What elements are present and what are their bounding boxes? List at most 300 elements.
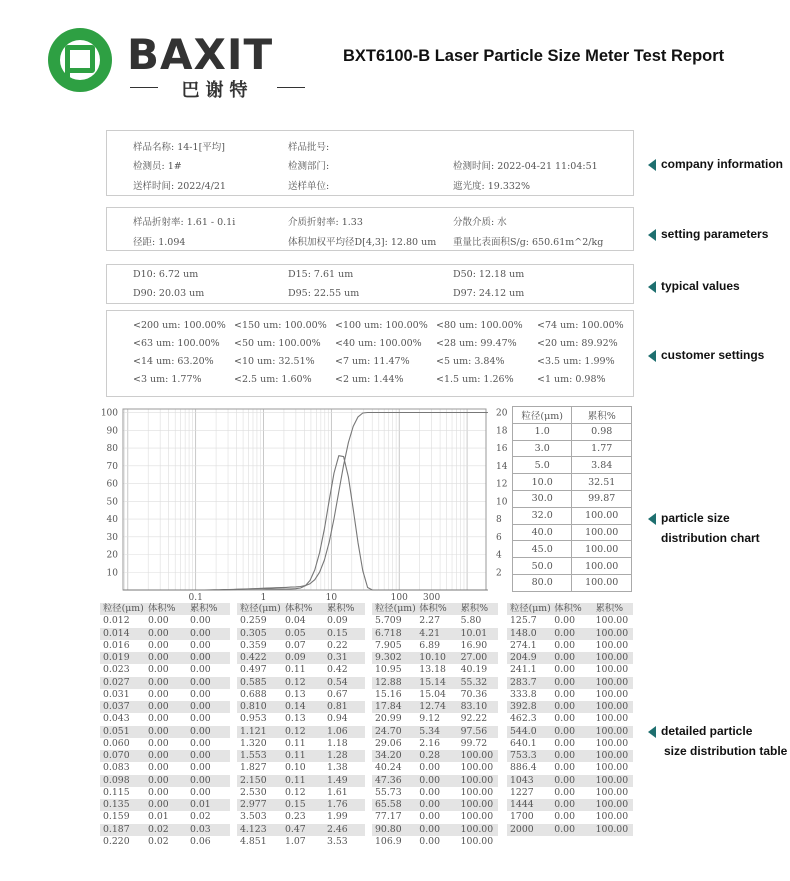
table-row	[507, 713, 633, 725]
d10: D10: 6.72 um	[133, 269, 199, 280]
cell: 47.36	[375, 774, 402, 786]
sample-ri: 样品折射率: 1.61 - 0.1i	[133, 217, 236, 228]
cell: 0.497	[240, 664, 267, 676]
cell: 0.13	[285, 713, 306, 725]
table-block	[100, 603, 230, 848]
cell: 55.32	[460, 676, 488, 688]
cell: 0.00	[419, 823, 440, 835]
annotation-table	[648, 724, 752, 738]
table-row	[100, 664, 230, 676]
cell: 0.051	[103, 725, 130, 737]
cell: 0.00	[419, 786, 440, 798]
cell: 5.0	[513, 457, 572, 474]
cell: 392.8	[510, 701, 537, 712]
table-row	[100, 836, 230, 848]
table-row	[100, 762, 230, 774]
medium-ri: 介质折射率: 1.33	[288, 217, 363, 228]
table-block	[507, 603, 633, 836]
cell: 34.20	[375, 750, 402, 761]
cell: 0.67	[327, 688, 348, 700]
pointer-icon	[648, 513, 656, 525]
cell: 100.00	[595, 664, 629, 676]
cell: 0.00	[148, 750, 169, 761]
table-row	[237, 762, 365, 774]
y-right-tick-label: 4	[496, 550, 502, 561]
cell: 0.23	[285, 811, 306, 823]
cell: 0.42	[327, 664, 348, 676]
cell: 0.00	[190, 652, 211, 663]
cell: 77.17	[375, 811, 402, 823]
table-row	[237, 836, 365, 848]
pointer-icon	[648, 159, 656, 171]
cell: 0.00	[419, 811, 440, 823]
cell: 0.07	[285, 639, 306, 651]
cell: 9.302	[375, 652, 402, 663]
volume-curve	[123, 456, 488, 590]
cell: 1.827	[240, 762, 267, 774]
table-row	[237, 738, 365, 750]
side-table-row	[513, 440, 632, 457]
cell: 90.80	[375, 823, 402, 835]
cell: 粒径(μm)	[510, 603, 551, 614]
cell: 2.46	[327, 823, 348, 835]
cell: 0.13	[285, 688, 306, 700]
cell: 0.098	[103, 774, 130, 786]
cell: 0.10	[285, 762, 306, 774]
cell: 6.89	[419, 639, 440, 651]
table-row	[372, 738, 498, 750]
cell: 1700	[510, 811, 534, 823]
cell: 0.00	[190, 688, 211, 700]
cell: 0.00	[148, 652, 169, 663]
table-row	[237, 799, 365, 811]
company-info-box	[106, 130, 634, 196]
cell: 100.00	[460, 762, 494, 774]
cell: 29.06	[375, 737, 402, 749]
y-right-tick-label: 16	[496, 444, 508, 455]
batch-no: 样品批号:	[288, 142, 330, 153]
cell: 1227	[510, 786, 534, 798]
cell: 16.90	[460, 639, 488, 651]
cell: 0.11	[285, 774, 306, 786]
table-row	[372, 713, 498, 725]
table-row	[237, 750, 365, 762]
custom-threshold: <10 um: 32.51%	[234, 356, 315, 367]
cell: 100.00	[595, 786, 629, 798]
table-row	[372, 762, 498, 774]
cell: 333.8	[510, 688, 537, 700]
cell: 0.00	[554, 725, 575, 737]
table-row	[507, 652, 633, 664]
cell: 0.00	[190, 713, 211, 725]
table-row	[507, 628, 633, 640]
y-right-tick-label: 10	[496, 497, 508, 508]
cell: 106.9	[375, 835, 402, 847]
cell: 753.3	[510, 750, 537, 761]
table-row	[237, 640, 365, 652]
x-tick-label: 1	[260, 593, 267, 603]
cell: 10.95	[375, 664, 402, 676]
cell: 15.16	[375, 688, 402, 700]
cell: 2.150	[240, 774, 267, 786]
cell: 1.99	[327, 811, 348, 823]
cell: 0.00	[554, 762, 575, 774]
table-row	[507, 689, 633, 701]
cell: 粒径(μm)	[240, 603, 281, 614]
cell: 0.98	[572, 423, 632, 440]
cell: 1.18	[327, 737, 348, 749]
cell: 0.00	[554, 786, 575, 798]
d90: D90: 20.03 um	[133, 288, 205, 299]
ssa: 重量比表面积S/g: 650.61m^2/kg	[453, 237, 604, 248]
cell: 0.00	[554, 688, 575, 700]
cell: 1.07	[285, 835, 306, 847]
cell: 125.7	[510, 615, 537, 627]
column-header: 累积%	[572, 407, 632, 424]
table-row	[372, 701, 498, 713]
custom-threshold: <7 um: 11.47%	[335, 356, 410, 367]
d15: D15: 7.61 um	[288, 269, 354, 280]
cell: 1.49	[327, 774, 348, 786]
custom-threshold: <28 um: 99.47%	[436, 338, 517, 349]
cell: 0.06	[190, 835, 211, 847]
cell: 0.00	[148, 664, 169, 676]
cell: 0.037	[103, 701, 130, 712]
cell: 100.00	[595, 725, 629, 737]
cell: 1.553	[240, 750, 267, 761]
cell: 100.00	[595, 823, 629, 835]
dispersant: 分散介质: 水	[453, 217, 507, 228]
pointer-icon	[648, 726, 656, 738]
cell: 累积%	[595, 603, 624, 614]
cell: 0.422	[240, 652, 267, 663]
x-tick-label: 300	[423, 593, 441, 603]
cell: 0.00	[148, 799, 169, 810]
table-row	[372, 836, 498, 848]
cell: 0.09	[327, 615, 348, 627]
y-left-tick-label: 70	[106, 461, 118, 472]
cell: 0.03	[190, 823, 211, 835]
cell: 累积%	[327, 603, 355, 614]
cell: 12.74	[419, 701, 446, 712]
cell: 0.00	[148, 725, 169, 737]
cell: 0.00	[190, 762, 211, 774]
cell: 0.187	[103, 823, 130, 835]
table-header	[507, 603, 633, 615]
cell: 2.27	[419, 615, 440, 627]
inspector: 检测员: 1#	[133, 161, 182, 172]
table-row	[507, 738, 633, 750]
annotation-text: company information	[661, 157, 784, 171]
table-row	[237, 787, 365, 799]
cell: 70.36	[460, 688, 488, 700]
cell: 92.22	[460, 713, 488, 725]
cell: 1.28	[327, 750, 348, 761]
custom-threshold: <63 um: 100.00%	[133, 338, 220, 349]
cell: 12.88	[375, 676, 402, 688]
cell: 65.58	[375, 799, 402, 810]
cell: 0.00	[148, 615, 169, 627]
cell: 0.023	[103, 664, 130, 676]
y-right-tick-label: 12	[496, 479, 508, 490]
cell: 0.00	[148, 786, 169, 798]
cell: 0.00	[190, 615, 211, 627]
cell: 0.05	[285, 627, 306, 639]
table-row	[507, 787, 633, 799]
custom-threshold: <14 um: 63.20%	[133, 356, 214, 367]
cell: 0.00	[190, 750, 211, 761]
cell: 0.810	[240, 701, 267, 712]
table-row	[100, 640, 230, 652]
y-left-tick-label: 80	[106, 444, 118, 455]
cell: 100.00	[595, 811, 629, 823]
side-table-row	[513, 457, 632, 474]
cell: 0.00	[554, 811, 575, 823]
table-row	[507, 775, 633, 787]
cell: 30.0	[513, 490, 572, 507]
cell: 5.80	[460, 615, 482, 627]
custom-threshold: <1.5 um: 1.26%	[436, 374, 514, 385]
table-row	[237, 677, 365, 689]
table-row	[372, 726, 498, 738]
cell: 0.11	[285, 737, 306, 749]
side-table-row	[513, 574, 632, 591]
cell: 100.00	[595, 701, 629, 712]
y-right-tick-label: 18	[496, 426, 508, 437]
cell: 1.77	[572, 440, 632, 457]
cell: 0.953	[240, 713, 267, 725]
cell: 2.16	[419, 737, 440, 749]
table-row	[100, 628, 230, 640]
table-row	[100, 689, 230, 701]
custom-threshold: <1 um: 0.98%	[537, 374, 606, 385]
table-row	[100, 738, 230, 750]
cell: 0.00	[190, 737, 211, 749]
table-row	[372, 615, 498, 627]
table-row	[507, 762, 633, 774]
cell: 0.00	[190, 676, 211, 688]
cell: 4.21	[419, 627, 440, 639]
cell: 0.00	[554, 639, 575, 651]
cell: 100.00	[572, 507, 632, 524]
cell: 0.11	[285, 664, 306, 676]
cell: 100.00	[572, 574, 632, 591]
table-row	[100, 615, 230, 627]
cell: 100.00	[595, 639, 629, 651]
cell: 32.0	[513, 507, 572, 524]
table-row	[100, 811, 230, 823]
cell: 100.00	[595, 627, 629, 639]
side-table-row	[513, 474, 632, 491]
annotation-chart-line2: distribution chart	[661, 531, 760, 545]
cell: 0.060	[103, 737, 130, 749]
cell: 100.00	[572, 524, 632, 541]
cell: 0.22	[327, 639, 348, 651]
cell: 241.1	[510, 664, 537, 676]
span: 径距: 1.094	[133, 237, 186, 248]
logo-glyph-bar	[65, 68, 70, 84]
table-row	[372, 677, 498, 689]
cell: 0.00	[190, 639, 211, 651]
cell: 0.04	[285, 615, 306, 627]
cell: 9.12	[419, 713, 440, 725]
table-row	[237, 689, 365, 701]
annotation-text: particle size	[661, 511, 730, 525]
cell: 0.00	[190, 664, 211, 676]
custom-threshold: <5 um: 3.84%	[436, 356, 505, 367]
cell: 3.53	[327, 835, 348, 847]
side-table-row	[513, 423, 632, 440]
cell: 0.00	[148, 762, 169, 774]
table-row	[507, 750, 633, 762]
table-row	[100, 726, 230, 738]
annotation-table-line2: size distribution table	[664, 744, 788, 758]
cell: 80.0	[513, 574, 572, 591]
cell: 0.043	[103, 713, 130, 725]
table-row	[237, 664, 365, 676]
annotation-settings	[648, 227, 768, 241]
table-block	[237, 603, 365, 848]
custom-threshold: <74 um: 100.00%	[537, 320, 624, 331]
cell: 462.3	[510, 713, 537, 725]
cell: 0.00	[554, 750, 575, 761]
table-row	[372, 824, 498, 836]
cell: 0.016	[103, 639, 130, 651]
x-tick-label: 10	[325, 593, 338, 603]
table-row	[237, 713, 365, 725]
cell: 99.87	[572, 490, 632, 507]
y-right-tick-label: 2	[496, 568, 502, 579]
annotation-text: setting parameters	[661, 227, 769, 241]
cell: 0.12	[285, 725, 306, 737]
y-left-tick-label: 50	[106, 497, 118, 508]
settings-box	[106, 207, 634, 251]
cell: 0.00	[148, 627, 169, 639]
cell: 0.00	[148, 639, 169, 651]
cell: 100.00	[595, 615, 629, 627]
cell: 0.083	[103, 762, 130, 774]
table-row	[507, 824, 633, 836]
table-row	[100, 824, 230, 836]
cell: 0.00	[554, 652, 575, 663]
test-time: 检测时间: 2022-04-21 11:04:51	[453, 161, 598, 172]
y-right-tick-label: 6	[496, 532, 502, 543]
y-left-tick-label: 40	[106, 515, 118, 526]
cell: 15.14	[419, 676, 446, 688]
cell: 13.18	[419, 664, 446, 676]
cell: 0.012	[103, 615, 130, 627]
custom-threshold: <150 um: 100.00%	[234, 320, 327, 331]
cell: 1.0	[513, 423, 572, 440]
table-header	[372, 603, 498, 615]
cell: 0.00	[419, 835, 440, 847]
annotation-chart	[648, 511, 730, 525]
table-row	[100, 677, 230, 689]
cell: 0.00	[554, 664, 575, 676]
cell: 0.00	[554, 676, 575, 688]
cell: 1.121	[240, 725, 267, 737]
d50: D50: 12.18 um	[453, 269, 525, 280]
cell: 100.00	[460, 774, 494, 786]
annotation-company	[648, 157, 783, 171]
table-row	[237, 726, 365, 738]
cell: 100.00	[595, 676, 629, 688]
pointer-icon	[648, 350, 656, 362]
cell: 0.00	[148, 701, 169, 712]
cell: 0.027	[103, 676, 130, 688]
cell: 4.851	[240, 835, 267, 847]
annotation-typical	[648, 279, 740, 293]
cell: 0.09	[285, 652, 306, 663]
custom-threshold: <3 um: 1.77%	[133, 374, 202, 385]
cell: 0.54	[327, 676, 348, 688]
pointer-icon	[648, 281, 656, 293]
cell: 0.11	[285, 750, 306, 761]
cell: 100.00	[460, 823, 494, 835]
cell: 99.72	[460, 737, 488, 749]
cell: 100.00	[595, 688, 629, 700]
custom-threshold: <80 um: 100.00%	[436, 320, 523, 331]
custom-threshold: <2.5 um: 1.60%	[234, 374, 312, 385]
cell: 0.12	[285, 786, 306, 798]
cell: 0.12	[285, 676, 306, 688]
table-block	[372, 603, 498, 848]
cell: 累积%	[460, 603, 489, 614]
y-right-tick-label: 14	[496, 461, 508, 472]
d95: D95: 22.55 um	[288, 288, 360, 299]
column-header: 粒径(μm)	[513, 407, 572, 424]
table-row	[237, 615, 365, 627]
cell: 体积%	[148, 603, 176, 614]
table-row	[100, 775, 230, 787]
cell: 体积%	[554, 603, 582, 614]
cell: 2.977	[240, 799, 267, 810]
cell: 0.00	[554, 615, 575, 627]
cell: 100.00	[572, 558, 632, 575]
obscuration: 遮光度: 19.332%	[453, 181, 530, 192]
table-row	[507, 664, 633, 676]
cell: 1.76	[327, 799, 348, 810]
table-row	[372, 750, 498, 762]
cell: 0.15	[327, 627, 348, 639]
cell: 148.0	[510, 627, 537, 639]
cell: 0.00	[148, 676, 169, 688]
cell: 0.00	[419, 762, 440, 774]
cell: 83.10	[460, 701, 488, 712]
send-time: 送样时间: 2022/4/21	[133, 181, 226, 192]
table-row	[372, 811, 498, 823]
cell: 283.7	[510, 676, 537, 688]
cell: 0.115	[103, 786, 130, 798]
cell: 7.905	[375, 639, 402, 651]
cell: 0.15	[285, 799, 306, 810]
cell: 2000	[510, 823, 534, 835]
typical-values-box	[106, 264, 634, 304]
cell: 1.61	[327, 786, 348, 798]
cell: 1.320	[240, 737, 267, 749]
cell: 粒径(μm)	[375, 603, 416, 614]
side-table-header	[513, 407, 632, 424]
cell: 15.04	[419, 688, 446, 700]
cell: 0.359	[240, 639, 267, 651]
send-unit: 送样单位:	[288, 181, 330, 192]
cell: 0.94	[327, 713, 348, 725]
sample-name: 样品名称: 14-1[平均]	[133, 142, 225, 153]
pointer-icon	[648, 229, 656, 241]
cell: 0.00	[554, 774, 575, 786]
cell: 100.00	[595, 762, 629, 774]
cell: 1.06	[327, 725, 348, 737]
